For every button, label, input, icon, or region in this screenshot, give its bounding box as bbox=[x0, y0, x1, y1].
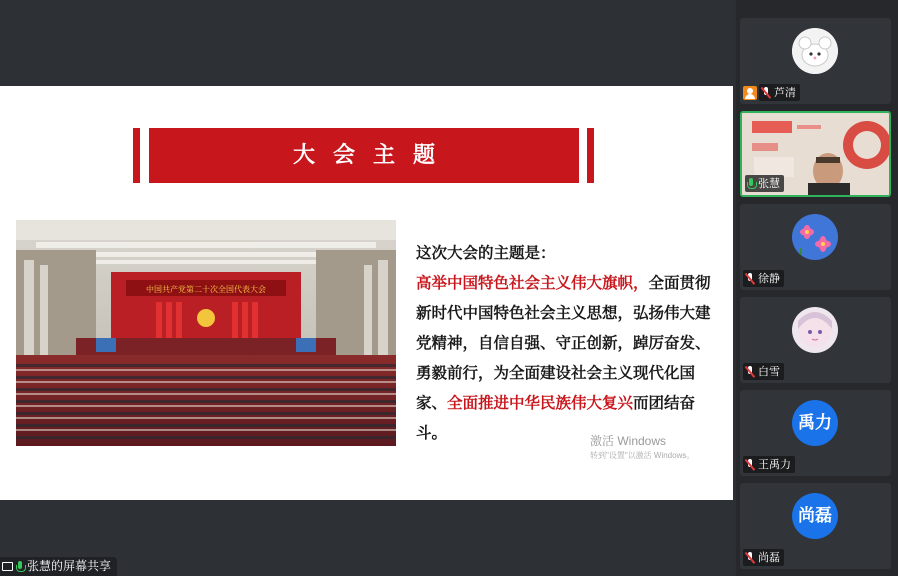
participant-tile[interactable] bbox=[740, 18, 891, 104]
participant-tile[interactable] bbox=[740, 390, 891, 476]
participant-name-tag bbox=[743, 363, 784, 380]
windows-activation-watermark bbox=[590, 432, 694, 461]
participant-name: 徐静 bbox=[758, 272, 780, 285]
watermark-subtitle: 转到"设置"以激活 Windows。 bbox=[590, 451, 695, 460]
mic-muted-icon bbox=[761, 87, 771, 99]
flower-avatar bbox=[792, 214, 838, 260]
mic-on-icon bbox=[16, 561, 24, 573]
participant-name-tag bbox=[743, 456, 795, 473]
body-text-2: 而团结奋斗。 bbox=[416, 394, 696, 442]
presentation-slide bbox=[0, 86, 733, 500]
participant-tile-active[interactable] bbox=[740, 111, 891, 197]
participant-tile[interactable] bbox=[740, 483, 891, 569]
participant-tile[interactable] bbox=[740, 297, 891, 383]
participant-name-tag bbox=[743, 549, 784, 566]
participant-name: 尚磊 bbox=[758, 551, 780, 564]
participant-name-tag bbox=[745, 175, 784, 192]
participant-name: 张慧 bbox=[758, 177, 780, 190]
participant-name-tag bbox=[759, 84, 800, 101]
slide-body-text bbox=[416, 238, 716, 448]
slide-paragraph bbox=[416, 268, 716, 448]
text-avatar: 尚磊 bbox=[792, 493, 838, 539]
slide-title: 大会主题 bbox=[149, 128, 579, 183]
slide-intro: 这次大会的主题是： bbox=[416, 244, 556, 262]
title-accent-right bbox=[587, 128, 594, 183]
participant-name-tag bbox=[743, 270, 784, 287]
participant-name: 白雪 bbox=[758, 365, 780, 378]
screen-share-icon bbox=[2, 562, 13, 571]
host-name-group bbox=[743, 84, 800, 101]
watermark-title: 激活 Windows bbox=[590, 434, 667, 448]
cartoon-avatar bbox=[792, 28, 838, 74]
mic-muted-icon bbox=[745, 552, 755, 564]
body-text-1: 全面贯彻新时代中国特色社会主义思想，弘扬伟大建党精神，自信自强、守正创新，踔厉奋发、勇毅前行，为全面建设社会主义现代化国家、 bbox=[416, 274, 711, 412]
mic-muted-icon bbox=[745, 366, 755, 378]
host-icon bbox=[743, 86, 757, 100]
participant-name: 王禹力 bbox=[758, 458, 791, 471]
participant-tile[interactable] bbox=[740, 204, 891, 290]
mic-on-icon bbox=[747, 178, 755, 190]
highlight-text-2: 全面推进中华民族伟大复兴 bbox=[447, 394, 634, 412]
highlight-text-1: 高举中国特色社会主义伟大旗帜， bbox=[416, 274, 649, 292]
participant-list[interactable] bbox=[736, 0, 898, 576]
congress-hall-photo bbox=[16, 220, 396, 446]
photo-banner-text: 中国共产党第二十次全国代表大会 bbox=[146, 285, 266, 294]
share-label-text: 张慧的屏幕共享 bbox=[27, 559, 112, 573]
mic-muted-icon bbox=[745, 273, 755, 285]
title-accent-left bbox=[133, 128, 140, 183]
screen-share-label bbox=[0, 557, 117, 576]
anime-avatar bbox=[792, 307, 838, 353]
text-avatar: 禹力 bbox=[792, 400, 838, 446]
participant-name: 芦清 bbox=[774, 86, 796, 99]
mic-muted-icon bbox=[745, 459, 755, 471]
